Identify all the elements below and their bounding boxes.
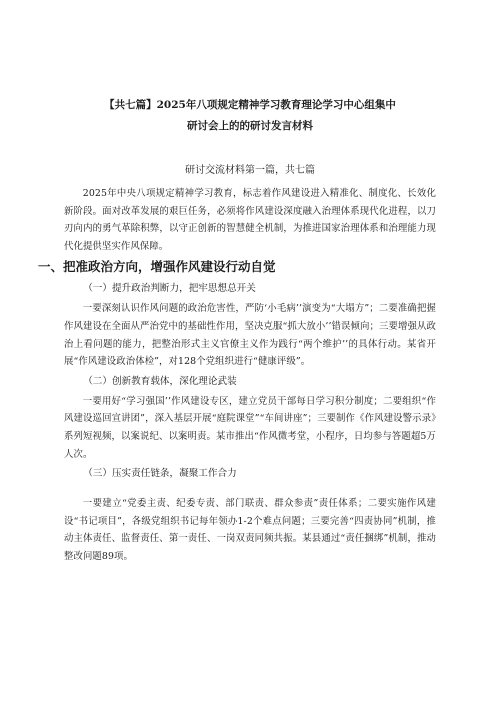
subsection-1-paragraph: 一要深刻认识作风问题的政治危害性，严防‘小毛病’’演变为“大塌方”；二要准确把握作风建设在全面从严治党中的基础性作用，坚决克服“抓大放小’’错误倾向；三要增强从政治上看问题的能力，把整治形式主义官僚主义作为践行“两个维护’’的具体行动。某省开展“作风建设政治体检”，对128个党组织进行“健康评级”。	[64, 303, 436, 368]
subsection-2-heading: （二）创新教育载体，深化理论武装	[83, 375, 237, 387]
title-line-1: 【共七篇】2025年八项规定精神学习教育理论学习中心组集中	[104, 99, 396, 111]
subsection-3-heading: （三）压实责任链条，凝聚工作合力	[83, 468, 237, 480]
document-subtitle: 研讨交流材料第一篇，共七篇	[185, 165, 315, 176]
spacer	[64, 485, 436, 495]
section-1-heading: 一、把准政治方向，增强作风建设行动自觉	[38, 259, 276, 275]
document-title	[64, 95, 436, 137]
intro-paragraph: 2025年中央八项规定精神学习教育，标志着作风建设进入精准化、制度化、长效化新阶段。面对改革发展的艰巨任务，必须将作风建设深度融入治理体系现代化进程，以刀刃向内的勇气革除积弊，以守正创新的智慧健全机制，为推进国家治理体系和治理能力现代化提供坚实作风保障。	[64, 188, 436, 252]
subsection-3-paragraph: 一要建立“党委主责、纪委专责、部门联责、群众参责”责任体系；二要实施作风建设“书记项目”，各级党组织书记每年领办1-2个难点问题；三要完善“四责协同”机制，推动主体责任、监督责任、第一责任、一岗双责同频共振。某县通过“责任捆绑”机制，推动整改问题89项。	[64, 498, 436, 562]
document-body	[38, 95, 436, 566]
subsection-2-paragraph: 一要用好“学习强国’’作风建设专区，建立党员干部每日学习积分制度；二要组织“作风建设巡回宣讲团”，深入基层开展“庭院课堂”“车间讲座”；三要制作《作风建设警示录》系列短视频，以案说纪、以案明责。某市推出“作风微考堂，小程序，日均参与答题超5万人次。	[64, 395, 436, 460]
subsection-1-heading: （一）提升政治判断力，把牢思想总开关	[83, 283, 256, 295]
title-line-2: 研讨会上的的研讨发言材料	[187, 120, 313, 132]
